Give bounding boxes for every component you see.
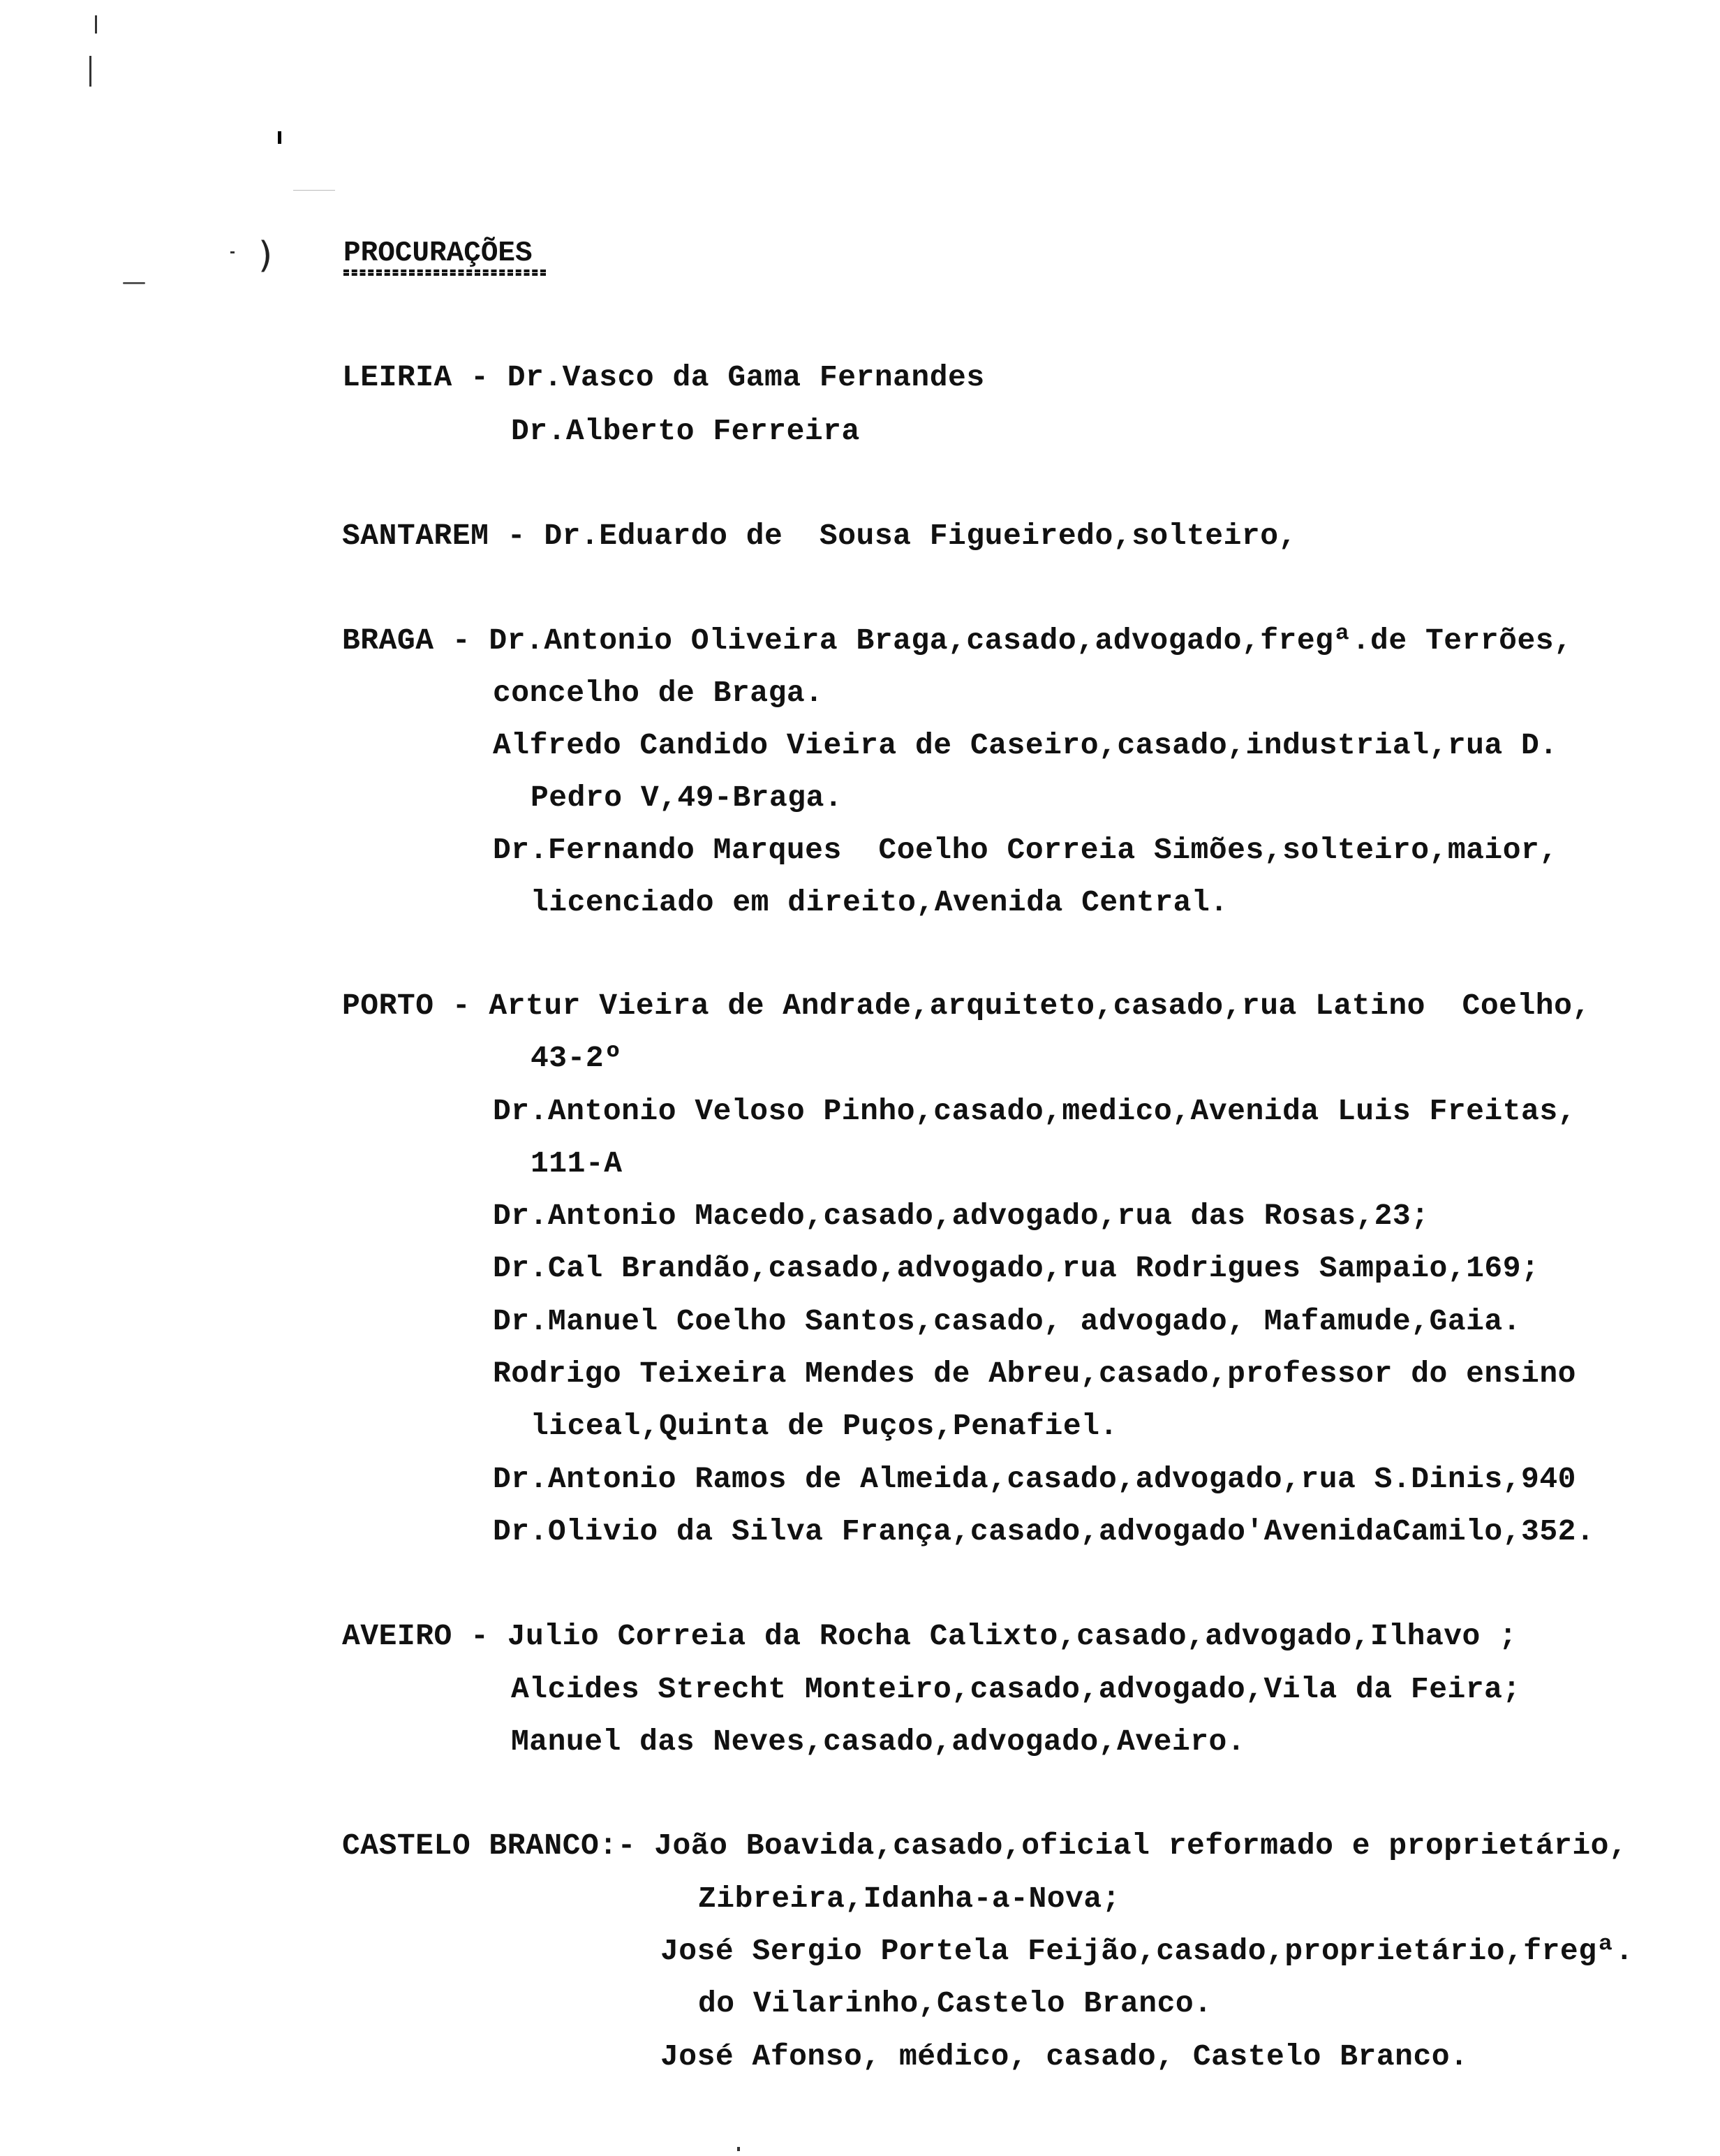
entry-braga-line-1: BRAGA - Dr.Antonio Oliveira Braga,casado,advogado,fregª.de Terrões, (342, 623, 1573, 658)
entry-porto-line-6: Dr.Cal Brandão,casado,advogado,rua Rodrigues Sampaio,169; (493, 1251, 1540, 1285)
entry-castelo-branco-line-2: Zibreira,Idanha-a-Nova; (698, 1882, 1120, 1916)
entry-aveiro-line-1: AVEIRO - Julio Correia da Rocha Calixto,casado,advogado,Ilhavo ; (342, 1619, 1518, 1653)
entry-porto-line-5: Dr.Antonio Macedo,casado,advogado,rua das Rosas,23; (493, 1199, 1430, 1233)
entry-porto-line-8: Rodrigo Teixeira Mendes de Abreu,casado,professor do ensino (493, 1357, 1576, 1391)
entry-porto-line-9: liceal,Quinta de Puços,Penafiel. (531, 1409, 1118, 1443)
entry-castelo-branco-line-4: do Vilarinho,Castelo Branco. (698, 1986, 1213, 2021)
scan-mark (89, 56, 91, 87)
scan-mark (230, 251, 235, 253)
entry-porto-line-1: PORTO - Artur Vieira de Andrade,arquiteto,casado,rua Latino Coelho, (342, 989, 1591, 1023)
scan-mark (293, 190, 335, 191)
entry-braga-line-5: Dr.Fernando Marques Coelho Correia Simões,solteiro,maior, (493, 833, 1558, 867)
entry-braga-line-3: Alfredo Candido Vieira de Caseiro,casado,industrial,rua D. (493, 728, 1558, 762)
entry-braga-line-2: concelho de Braga. (493, 676, 824, 710)
entry-braga-line-4: Pedro V,49-Braga. (531, 781, 843, 815)
entry-leiria-line-2: Dr.Alberto Ferreira (511, 414, 860, 448)
scan-mark (95, 15, 97, 34)
entry-porto-line-2: 43-2º (531, 1041, 623, 1075)
entry-aveiro-line-2: Alcides Strecht Monteiro,casado,advogado,Vila da Feira; (511, 1672, 1521, 1706)
margin-bracket: ) (258, 235, 273, 276)
entry-castelo-branco-line-3: José Sergio Portela Feijão,casado,proprietário,fregª. (660, 1934, 1634, 1968)
scan-mark (278, 131, 281, 144)
entry-santarem-line-1: SANTAREM - Dr.Eduardo de Sousa Figueiredo,solteiro, (342, 519, 1297, 553)
entry-castelo-branco-line-5: José Afonso, médico, casado, Castelo Branco. (660, 2039, 1469, 2074)
entry-braga-line-6: licenciado em direito,Avenida Central. (531, 885, 1229, 920)
entry-porto-line-3: Dr.Antonio Veloso Pinho,casado,medico,Avenida Luis Freitas, (493, 1094, 1576, 1128)
page-title: PROCURAÇÕES (343, 237, 533, 270)
title-underline (343, 270, 546, 276)
scan-mark (737, 2147, 740, 2151)
entry-castelo-branco-line-1: CASTELO BRANCO:- João Boavida,casado,oficial reformado e proprietário, (342, 1829, 1628, 1863)
entry-porto-line-10: Dr.Antonio Ramos de Almeida,casado,advogado,rua S.Dinis,940 (493, 1462, 1576, 1496)
scan-mark (123, 282, 145, 284)
entry-porto-line-7: Dr.Manuel Coelho Santos,casado, advogado, Mafamude,Gaia. (493, 1304, 1522, 1338)
entry-porto-line-4: 111-A (531, 1146, 623, 1181)
entry-leiria-line-1: LEIRIA - Dr.Vasco da Gama Fernandes (342, 360, 985, 394)
entry-aveiro-line-3: Manuel das Neves,casado,advogado,Aveiro. (511, 1725, 1246, 1759)
entry-porto-line-11: Dr.Olivio da Silva França,casado,advogado'AvenidaCamilo,352. (493, 1514, 1595, 1549)
